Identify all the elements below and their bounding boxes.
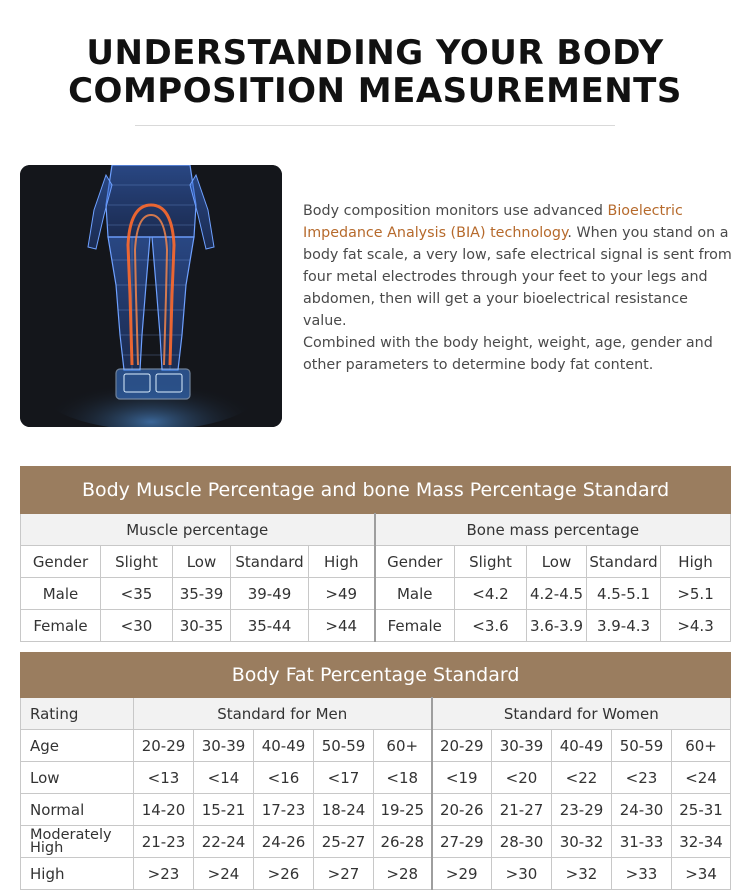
muscle-table-title: Body Muscle Percentage and bone Mass Percentage Standard [21,467,731,514]
fat-table-title: Body Fat Percentage Standard [21,653,731,698]
table-cell: 40-49 [552,730,612,762]
table-cell: 50-59 [612,730,672,762]
table-cell: 35-44 [231,610,309,642]
table-cell: 20-29 [134,730,194,762]
intro-lead: Body composition monitors use advanced [303,203,608,219]
table-cell: >24 [194,858,254,890]
column-header: Standard [231,546,309,578]
table-cell: 30-39 [194,730,254,762]
table-cell: 28-30 [492,826,552,858]
table-cell: >23 [134,858,194,890]
table-row [21,546,731,578]
table-row [21,826,731,858]
table-cell: Female [21,610,101,642]
table-cell: >30 [492,858,552,890]
column-header: High [661,546,731,578]
table-cell: 39-49 [231,578,309,610]
table-cell: >5.1 [661,578,731,610]
table-cell: Male [375,578,455,610]
table-cell: 60+ [374,730,432,762]
table-cell: 24-26 [254,826,314,858]
column-header: Slight [455,546,527,578]
table-cell: 21-23 [134,826,194,858]
title-divider [135,125,615,126]
table-cell: <18 [374,762,432,794]
men-standard-header: Standard for Men [134,698,432,730]
table-cell: >34 [672,858,731,890]
table-cell: >32 [552,858,612,890]
body-scan-icon [20,165,282,427]
table-cell: 50-59 [314,730,374,762]
table-cell: 60+ [672,730,731,762]
table-cell: 25-27 [314,826,374,858]
table-cell: 4.5-5.1 [587,578,661,610]
table-cell: 31-33 [612,826,672,858]
table-cell: <4.2 [455,578,527,610]
table-cell: 19-25 [374,794,432,826]
body-fat-table [20,652,731,890]
table-cell: 22-24 [194,826,254,858]
table-row [21,762,731,794]
column-header: Gender [375,546,455,578]
table-cell: 40-49 [254,730,314,762]
table-cell: 30-39 [492,730,552,762]
table-row [21,730,731,762]
table-cell: Female [375,610,455,642]
intro-text [303,200,735,376]
table-cell: 15-21 [194,794,254,826]
table-cell: <22 [552,762,612,794]
column-header: Low [173,546,231,578]
table-cell: 18-24 [314,794,374,826]
table-row [21,794,731,826]
intro-paragraph-1 [303,200,735,332]
row-label: Normal [21,794,134,826]
table-cell: <3.6 [455,610,527,642]
table-cell: >27 [314,858,374,890]
row-label: Age [21,730,134,762]
table-cell: 24-30 [612,794,672,826]
column-header: Gender [21,546,101,578]
table-cell: <17 [314,762,374,794]
page-title-line-2: COMPOSITION MEASUREMENTS [68,71,682,111]
bia-highlight: Bioelectric Impedance Analysis (BIA) technology [303,203,683,241]
muscle-percentage-header: Muscle percentage [21,514,375,546]
table-cell: <16 [254,762,314,794]
table-cell: 4.2-4.5 [527,578,587,610]
rating-label: Rating [21,698,134,730]
muscle-bone-table [20,466,731,642]
intro-rest: . When you stand on a body fat scale, a very low, safe electrical signal is sent from four metal electrodes through your feet to your legs and abdomen, then will get a your bioelectrical resistance value. [303,225,732,329]
table-cell: 17-23 [254,794,314,826]
column-header: Slight [101,546,173,578]
page-title-line-1: UNDERSTANDING YOUR BODY [86,33,664,73]
table-cell: 20-29 [432,730,492,762]
table-cell: >44 [309,610,375,642]
table-row [21,858,731,890]
table-cell: <35 [101,578,173,610]
table-cell: <19 [432,762,492,794]
bone-mass-header: Bone mass percentage [375,514,731,546]
table-cell: 21-27 [492,794,552,826]
table-cell: >4.3 [661,610,731,642]
table-cell: 30-32 [552,826,612,858]
table-cell: >26 [254,858,314,890]
body-scan-illustration [20,165,282,427]
table-cell: >33 [612,858,672,890]
table-cell: >29 [432,858,492,890]
intro-paragraph-2: Combined with the body height, weight, age, gender and other parameters to determine body fat content. [303,335,713,373]
column-header: Standard [587,546,661,578]
table-cell: <24 [672,762,731,794]
table-cell: 23-29 [552,794,612,826]
row-label: Moderately High [21,826,134,858]
table-cell: 25-31 [672,794,731,826]
table-cell: <30 [101,610,173,642]
table-cell: >49 [309,578,375,610]
table-cell: <23 [612,762,672,794]
table-cell: <13 [134,762,194,794]
table-cell: <14 [194,762,254,794]
table-cell: 26-28 [374,826,432,858]
table-cell: 27-29 [432,826,492,858]
table-cell: 14-20 [134,794,194,826]
table-cell: 35-39 [173,578,231,610]
table-cell: <20 [492,762,552,794]
column-header: High [309,546,375,578]
table-cell: 20-26 [432,794,492,826]
table-cell: >28 [374,858,432,890]
table-cell: 30-35 [173,610,231,642]
table-cell: Male [21,578,101,610]
table-row [21,610,731,642]
table-cell: 3.6-3.9 [527,610,587,642]
column-header: Low [527,546,587,578]
table-row [21,578,731,610]
row-label: High [21,858,134,890]
row-label: Low [21,762,134,794]
table-cell: 3.9-4.3 [587,610,661,642]
table-cell: 32-34 [672,826,731,858]
page-title [0,34,750,110]
women-standard-header: Standard for Women [432,698,731,730]
